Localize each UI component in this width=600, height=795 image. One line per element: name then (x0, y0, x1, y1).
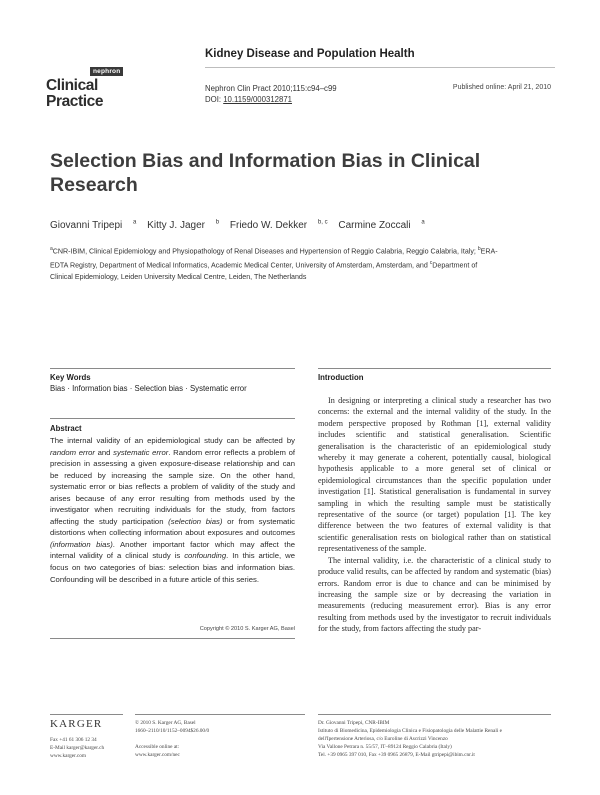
keywords-heading: Key Words (50, 373, 91, 382)
citation-block (205, 84, 337, 105)
publication-info: © 2010 S. Karger AG, Basel 1660–2110/10/1152–0094$26.00/0 Accessible online at: www.karger.com/nec (135, 720, 210, 758)
logo-nephron: nephron (90, 67, 123, 76)
doi-link[interactable]: 10.1159/000312871 (223, 94, 293, 104)
abstract-text: The internal validity of an epidemiological study can be affected by random error and systematic error. Random error reflects a problem of precision in assessing a given exposure-disease relationship and can be reduced by increasing the sample size. On the other hand, systematic error or bias reflects a problem of validity of the study and arises because of any error resulting from methods used by the investigator when recruiting individuals for the study, from factors affecting the study participation (selection bias) or from systematic distortions when collecting information about exposures and outcomes (information bias). Another important factor which may affect the internal validity of a clinical study is confounding. In this article, we focus on two categories of bias: selection bias and information bias. Confounding will be described in a future article of this series. (50, 436, 295, 584)
author: Giovanni Tripepi $^a$ (50, 220, 137, 232)
publisher-contact: Fax +41 61 306 12 34 E-Mail karger@karger.ch www.karger.com (50, 737, 105, 759)
journal-logo (46, 67, 146, 113)
author: Kitty J. Jager $^b$ (147, 220, 220, 232)
abstract-heading: Abstract (50, 424, 82, 433)
abstract-rule (50, 418, 295, 419)
keywords-list: Bias · Information bias · Selection bias · Systematic error (50, 384, 247, 393)
header-rule (205, 67, 555, 68)
logo-line2: Practice (46, 93, 104, 110)
article-title: Selection Bias and Information Bias in Clinical Research (50, 150, 481, 196)
author: Carmine Zoccali $^a$ (338, 220, 425, 232)
introduction-paragraph: The internal validity, i.e. the characteristic of a clinical study to produce valid results, can be affected by random and systematic (bias) errors. Random error is due to chance and can be minimised by increasing the sample size or by decreasing the variation in measurements (reducing measurement error). Bias is any error resulting from methods used by the investigator to recruit individuals for the study, from factors affecting the study par- (318, 555, 551, 634)
footer-rule (135, 714, 305, 715)
introduction-paragraph: In designing or interpreting a clinical study a researcher has two concerns: the external and the internal validity of the study. In the modern perspective proposed by Rothman [1], external validity includes scientific and statistical generalisation. Scientific generalisation is the characteristic of an epidemiological study whereby it may generate a coherent, potentially causal, biological hypothesis applicable to a more general set of clinical or epidemiological circumstances than the specific population under investigation [1]. Statistical generalisation is fundamental in survey sampling in which the resulting sample must be statistically representative of the source (or target) population [1]. The key difference between the two features of external validity is that scientific generalisation rests on biological rather than on statistical representativeness of the sample. (318, 396, 551, 554)
correspondence-address: Dr. Giovanni Tripepi, CNR-IBIM Istituto di Biomedicina, Epidemiologia Clinica e Fisiopatologia delle Malattie Renali e dell'Ipertensione Arteriosa, c/o Euroline di Ascrizzi Vincenzo Via Vallone Petrara n. 55/57, IT–89124 Reggio Calabria (Italy) Tel. +39 0965 397 010, Fax +39 0965 26879, E-Mail gtripepi@ibim.cnr.it (318, 720, 503, 758)
introduction-text (318, 395, 551, 635)
published-date: Published online: April 21, 2010 (452, 84, 551, 91)
doi-label: DOI: (205, 94, 224, 104)
introduction-rule (318, 368, 551, 369)
publisher-logo: KARGER (50, 718, 103, 730)
doi-line (205, 95, 337, 106)
abstract-end-rule (50, 638, 295, 639)
author-list (50, 220, 433, 231)
footer-rule (318, 714, 551, 715)
journal-section-title: Kidney Disease and Population Health (205, 48, 415, 60)
citation: Nephron Clin Pract 2010;115:c94–c99 (205, 84, 337, 93)
footer-rule (50, 714, 123, 715)
author: Friedo W. Dekker $^{b, c}$ (229, 220, 328, 232)
copyright-notice: Copyright © 2010 S. Karger AG, Basel (199, 626, 295, 632)
keywords-rule (50, 368, 295, 369)
logo-line1: Clinical (46, 77, 98, 94)
affiliations: $^a$CNR-IBIM, Clinical Epidemiology and Physiopathology of Renal Diseases and Hypertension of Reggio Calabria, Reggio Calabria, Italy; $^b$ERA-EDTA Registry, Department of Medical Informatics, Academic Medical Center, University of Amsterdam, Amsterdam, and $^c$Department of Clinical Epidemiology, Leiden University Medical Centre, Leiden, The Netherlands (50, 246, 498, 281)
introduction-heading: Introduction (318, 373, 364, 382)
